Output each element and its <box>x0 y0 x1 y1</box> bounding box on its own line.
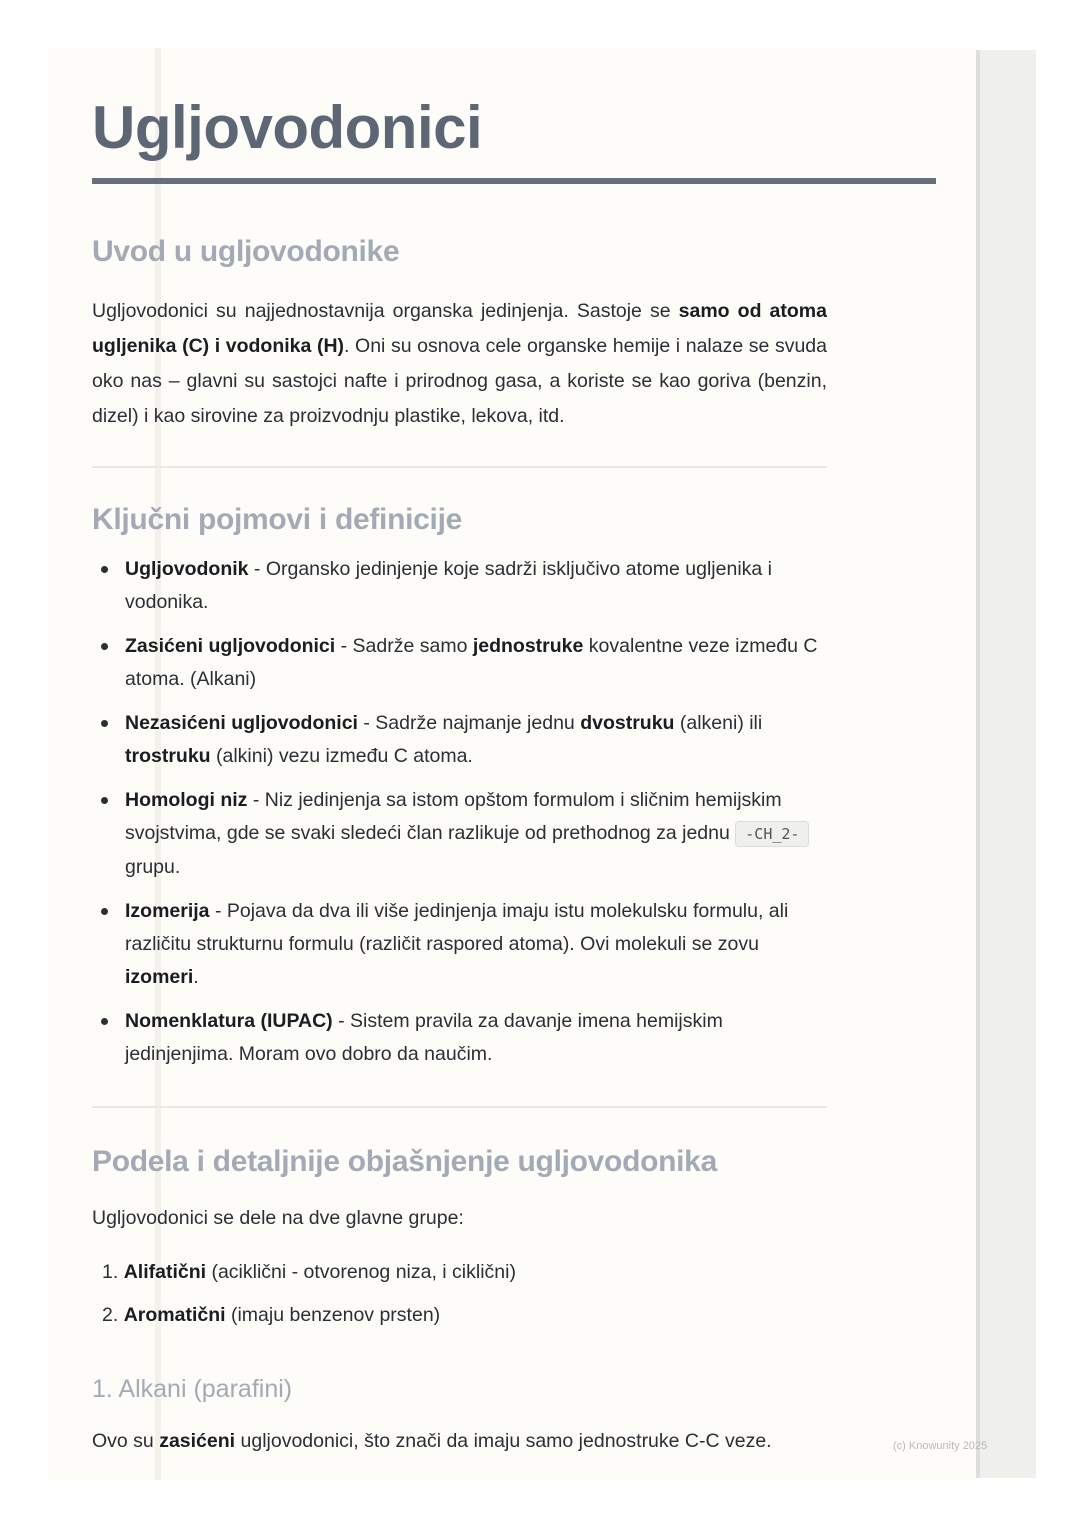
list-item: 2. Aromatični (imaju benzenov prsten) <box>102 1304 441 1326</box>
bullet-icon <box>101 1018 108 1025</box>
list-item: Izomerija - Pojava da dva ili više jedinjenja imaju istu molekulsku formulu, ali različitu strukturnu formulu (različit raspored atoma). Ovi molekuli se zovu izomeri. <box>92 895 827 994</box>
list-item: Nomenklatura (IUPAC) - Sistem pravila za davanje imena hemijskim jedinjenjima. Moram ovo dobro da naučim. <box>92 1005 827 1071</box>
bullet-icon <box>101 566 108 573</box>
alkanes-paragraph: Ovo su zasićeni ugljovodonici, što znači da imaju samo jednostruke C-C veze. <box>92 1430 772 1452</box>
page-edge <box>976 50 1036 1478</box>
bullet-icon <box>101 720 108 727</box>
list-item: Zasićeni ugljovodonici - Sadrže samo jednostruke kovalentne veze između C atoma. (Alkani) <box>92 630 827 696</box>
document-content <box>92 90 827 1459</box>
alkanes-heading: 1. Alkani (parafini) <box>92 1375 293 1403</box>
intro-paragraph: Ugljovodonici su najjednostavnija organska jedinjenja. Sastoje se samo od atoma ugljenika (C) i vodonika (H). Oni su osnova cele organske hemije i nalaze se svuda oko nas – glavni su sastojci nafte i prirodnog gasa, a koriste se kao goriva (benzin, dizel) i kao sirovine za proizvodnju plastike, lekova, itd. <box>92 300 827 427</box>
key-terms-heading: Ključni pojmovi i definicije <box>92 503 462 536</box>
list-item: 1. Alifatični (aciklični - otvorenog niza, i ciklični) <box>102 1261 516 1283</box>
page-title: Ugljovodonici <box>92 94 483 161</box>
inline-code: -CH_2- <box>735 821 809 847</box>
division-lead: Ugljovodonici se dele na dve glavne grupe: <box>92 1207 464 1229</box>
division-heading: Podela i detaljnije objašnjenje ugljovodonika <box>92 1145 717 1178</box>
list-item: Homologi niz - Niz jedinjenja sa istom opštom formulom i sličnim hemijskim svojstvima, gde se svaki sledeći član razlikuje od prethodnog za jednu -CH_2- grupu. <box>92 784 827 884</box>
bullet-icon <box>101 797 108 804</box>
bullet-icon <box>101 908 108 915</box>
groups-list <box>92 1256 827 1332</box>
copyright-footer: (c) Knowunity 2025 <box>893 1440 988 1452</box>
intro-heading: Uvod u ugljovodonike <box>92 235 400 268</box>
definitions-list <box>92 553 827 1071</box>
bullet-icon <box>101 643 108 650</box>
list-item: Nezasićeni ugljovodonici - Sadrže najmanje jednu dvostruku (alkeni) ili trostruku (alkini) vezu između C atoma. <box>92 707 827 773</box>
list-item: Ugljovodonik - Organsko jedinjenje koje sadrži isključivo atome ugljenika i vodonika. <box>92 553 827 619</box>
